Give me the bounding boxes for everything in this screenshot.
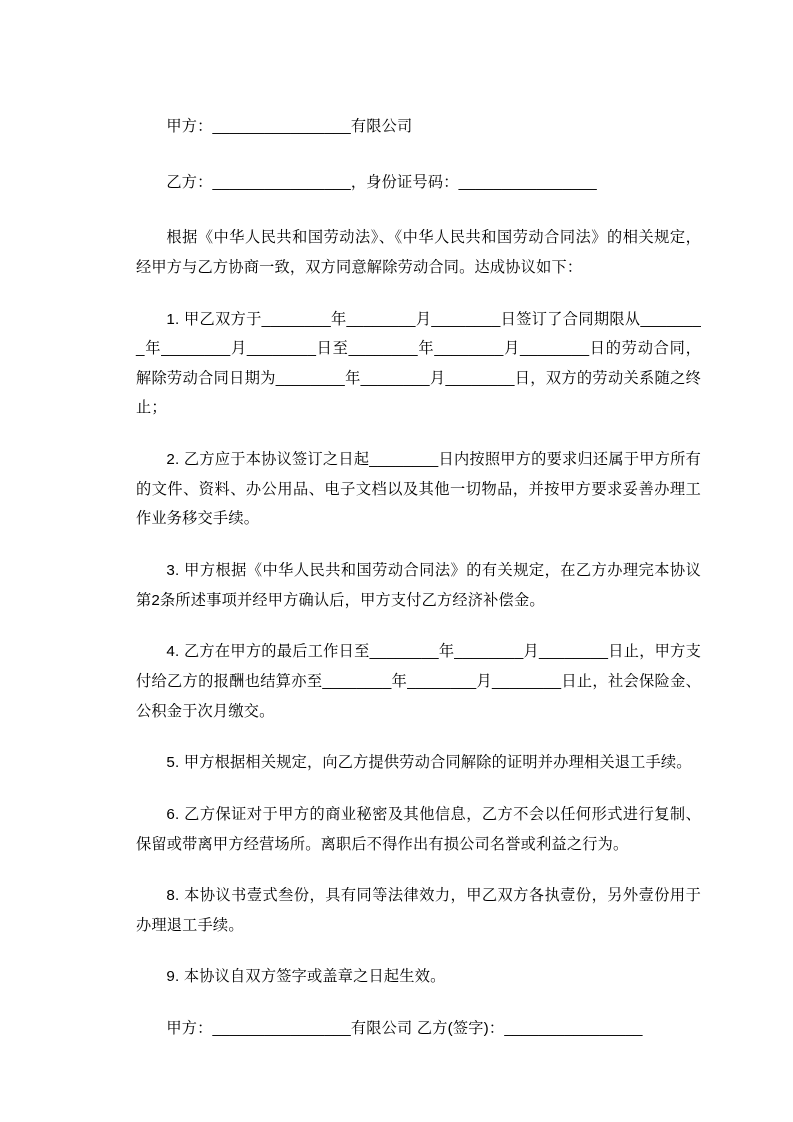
party-b-line: 乙方：________________，身份证号码：________________: [166, 173, 597, 191]
clause-8: 8. 本协议书壹式叁份，具有同等法律效力，甲乙双方各执壹份，另外壹份用于办理退工手续。: [136, 887, 701, 934]
preamble-paragraph: 根据《中华人民共和国劳动法》、《中华人民共和国劳动合同法》的相关规定，经甲方与乙方协商一致，双方同意解除劳动合同。达成协议如下：: [136, 229, 701, 276]
clause-1: 1. 甲乙双方于________年________月________日签订了合同期限从________年________月________日至________年________月________日的劳动合同，解除劳动合同日期为________年________月________日，双方的劳动关系随之终止；: [136, 310, 701, 417]
clause-5: 5. 甲方根据相关规定，向乙方提供劳动合同解除的证明并办理相关退工手续。: [166, 754, 692, 772]
document-body: [136, 112, 701, 1044]
clause-9: 9. 本协议自双方签字或盖章之日起生效。: [166, 968, 446, 986]
party-a-line: 甲方：________________有限公司: [166, 118, 413, 135]
signature-line: 甲方：________________有限公司 乙方(签字)：________________: [166, 1020, 643, 1038]
clause-2: 2. 乙方应于本协议签订之日起________日内按照甲方的要求归还属于甲方所有的文件、资料、办公用品、电子文档以及其他一切物品，并按甲方要求妥善办理工作业务移交手续。: [136, 451, 701, 528]
clause-3: 3. 甲方根据《中华人民共和国劳动合同法》的有关规定，在乙方办理完本协议第2条所述事项并经甲方确认后，甲方支付乙方经济补偿金。: [136, 562, 701, 609]
clause-4: 4. 乙方在甲方的最后工作日至________年________月________日止，甲方支付给乙方的报酬也结算亦至________年________月________日止，社会保险金、公积金于次月缴交。: [136, 643, 701, 720]
clause-6: 6. 乙方保证对于甲方的商业秘密及其他信息，乙方不会以任何形式进行复制、保留或带离甲方经营场所。离职后不得作出有损公司名誉或利益之行为。: [136, 805, 701, 853]
